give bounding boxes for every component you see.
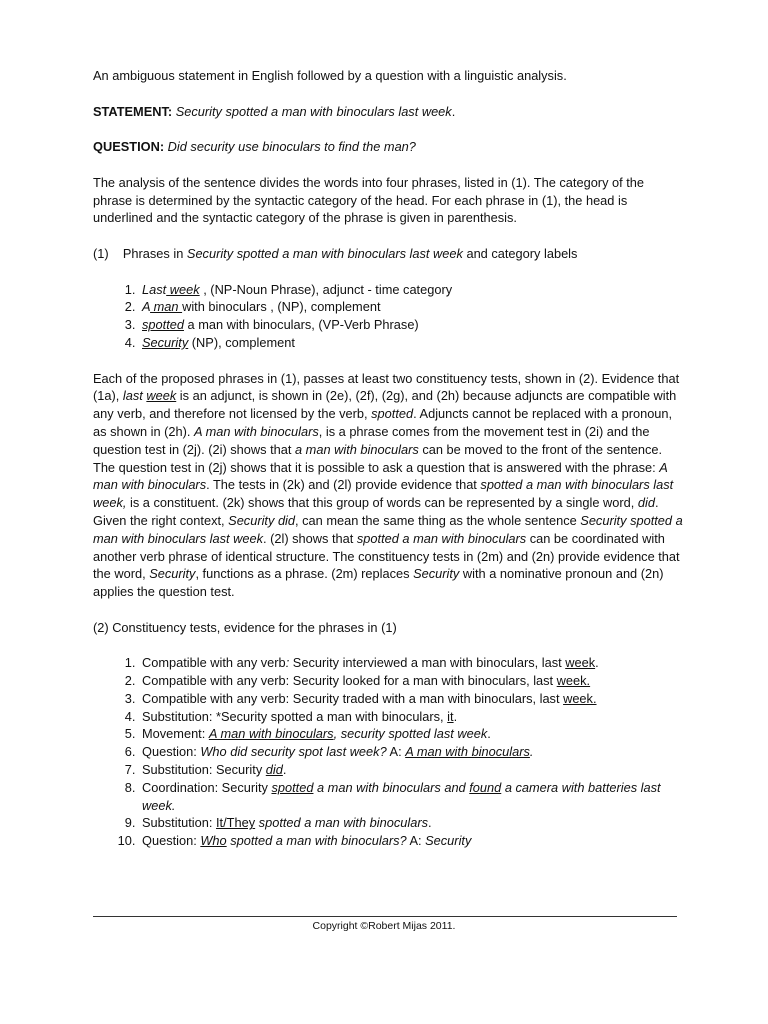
text-run: is a constituent. (2k) shows that this group of words can be represented by a single word, [126,495,638,511]
text-run: Security looked for a man with binoculars, last [289,673,557,689]
text-run: : [285,655,290,671]
text-run: It/They [216,815,256,831]
text-run: Who did security spot last week? [196,744,387,760]
text-run: a man with binoculars and [313,779,470,795]
list-item [139,672,683,690]
text-run: Security spotted a man with binoculars last week [93,512,683,546]
section2-heading: (2) Constituency tests, evidence for the phrases in (1) [93,619,397,635]
text-run: did [265,762,283,778]
list-item [139,779,683,815]
text-run: A: [386,744,402,760]
text-run: Security traded with a man with binoculars, last [289,690,564,706]
text-run: week. [563,690,597,706]
list-item [139,690,683,708]
intro-line: An ambiguous statement in English followed by a question with a linguistic analysis. [93,68,567,83]
statement-line [93,103,683,121]
text-run: a man with binoculars [295,441,419,457]
footer-rule [93,916,677,917]
text-run: Phrases in [122,245,187,261]
text-run: Compatible with any verb: [142,673,290,689]
text-run: week [166,281,200,297]
text-run: can be coordinated with another verb phrase of identical structure. The constituency tests in (2m) and (2n) provide evidence that the word, [93,530,680,582]
text-run: a camera with batteries last week. [142,779,661,813]
text-run: A man with binoculars [208,726,334,742]
text-run: (1) [93,245,109,261]
text-run: spotted [271,779,314,795]
text-run: Security [218,779,272,795]
document-content [93,67,683,850]
question-line [93,138,683,156]
text-run: . [282,762,287,778]
list-item [139,708,683,726]
text-run: spotted a man with binoculars? [226,833,407,849]
text-run: Coordination: [142,779,219,795]
text-run: A: [406,833,422,849]
text-run: Security did [228,512,296,528]
text-run: . [451,103,456,119]
text-run: with a nominative pronoun and (2n) applies the question test. [93,566,664,600]
text-run: . [453,708,458,724]
section1-heading [93,245,683,263]
text-run: can be moved to the front of the sentence. The question test in (2j) shows that it is possible to ask a question that is answered with the phrase: [93,441,663,475]
text-run: Question: [142,833,197,849]
text-run: . [427,815,432,831]
text-run: *Security spotted a man with binoculars, [212,708,448,724]
text-run: week. [556,673,591,689]
text-run: with binoculars , (NP), complement [182,299,381,315]
text-run: . The tests in (2k) and (2l) provide evidence that [206,477,481,493]
text-run: . (2l) shows that [263,530,357,546]
text-run: Security [212,762,266,778]
text-run: (NP), complement [188,334,295,350]
list-item [139,761,683,779]
list-item [139,814,683,832]
text-run: spotted a man with binoculars [356,530,527,546]
text-run: a man with binoculars, (VP-Verb Phrase) [183,317,419,333]
list-item [139,281,683,299]
statement-label: STATEMENT: [93,103,173,119]
text-run: . [595,655,599,671]
text-run: spotted a man with binoculars last week, [93,477,674,511]
analysis-paragraph [93,370,683,601]
text-run: week [565,655,596,671]
text-run: and category labels [462,245,578,261]
text-run: did [637,495,655,511]
text-run: Movement: [142,726,206,742]
text-run: , functions as a phrase. (2m) replaces [195,566,414,582]
list-item [139,654,683,672]
text-run: . Given the right context, [93,495,659,528]
question-label: QUESTION: [93,139,165,155]
statement-text: Security spotted a man with binoculars last week [175,103,452,119]
text-run: last [122,388,143,404]
text-run: it [447,708,454,724]
text-run: . [529,744,534,760]
text-run: Security [413,566,460,582]
text-run: . [487,726,491,742]
text-run: Compatible with any verb: [142,690,290,706]
text-run: spotted [371,406,414,422]
analysis-intro: The analysis of the sentence divides the words into four phrases, listed in (1). The category of the phrase is determined by the syntactic category of the head. For each phrase in (1), the head is underlined and the syntactic category of the phrase is given in parenthesis. [93,174,645,226]
test-list [93,654,683,850]
list-item [139,743,683,761]
text-run: A man with binoculars [194,423,319,439]
text-run: Security spotted a man with binoculars last week [186,245,463,261]
text-run: A [142,299,151,315]
text-run: man [150,299,183,315]
list-item [139,334,683,352]
text-run: Security [149,566,196,582]
list-item [139,725,683,743]
text-run: Security [421,833,472,849]
text-run: Compatible with any verb [142,655,286,671]
text-run: Question: [142,744,197,760]
text-run: , is a phrase comes from the movement test in (2i) and the question test in (2j). (2i) shows that [93,423,650,457]
question-text: Did security use binoculars to find the man? [167,139,416,155]
text-run: , (NP-Noun Phrase), adjunct - time category [199,281,453,297]
text-run: Substitution: [142,762,213,778]
text-run: Substitution: [142,815,213,831]
text-run: . Adjuncts cannot be replaced with a pronoun, as shown in (2h). [93,406,673,439]
copyright-footer: Copyright ©Robert Mijas 2011. [312,920,456,932]
text-run: found [469,779,502,795]
text-run: Substitution: [142,708,213,724]
text-run: spotted a man with binoculars [255,815,428,831]
list-item [139,832,683,850]
phrase-list [93,281,683,352]
text-run: , security spotted last week [333,726,488,742]
text-run: Who [200,833,227,849]
text-run: A man with binoculars [405,744,530,760]
text-run: Security [142,334,189,350]
text-run: spotted [142,317,184,333]
text-run: Last [142,281,167,297]
text-run: Each of the proposed phrases in (1), passes at least two constituency tests, shown in (2). Evidence that (1a), [93,370,680,404]
list-item [139,316,683,334]
text-run: is an adjunct, is shown in (2e), (2f), (2g), and (2h) because adjuncts are compatible with any verb, and therefore not licensed by the verb, [93,388,677,422]
text-run: , can mean the same thing as the whole sentence [295,512,581,528]
text-run: A man with binoculars [93,459,668,493]
text-run: week [146,388,177,404]
text-run: Security interviewed a man with binoculars, last [289,655,566,671]
list-item [139,298,683,316]
